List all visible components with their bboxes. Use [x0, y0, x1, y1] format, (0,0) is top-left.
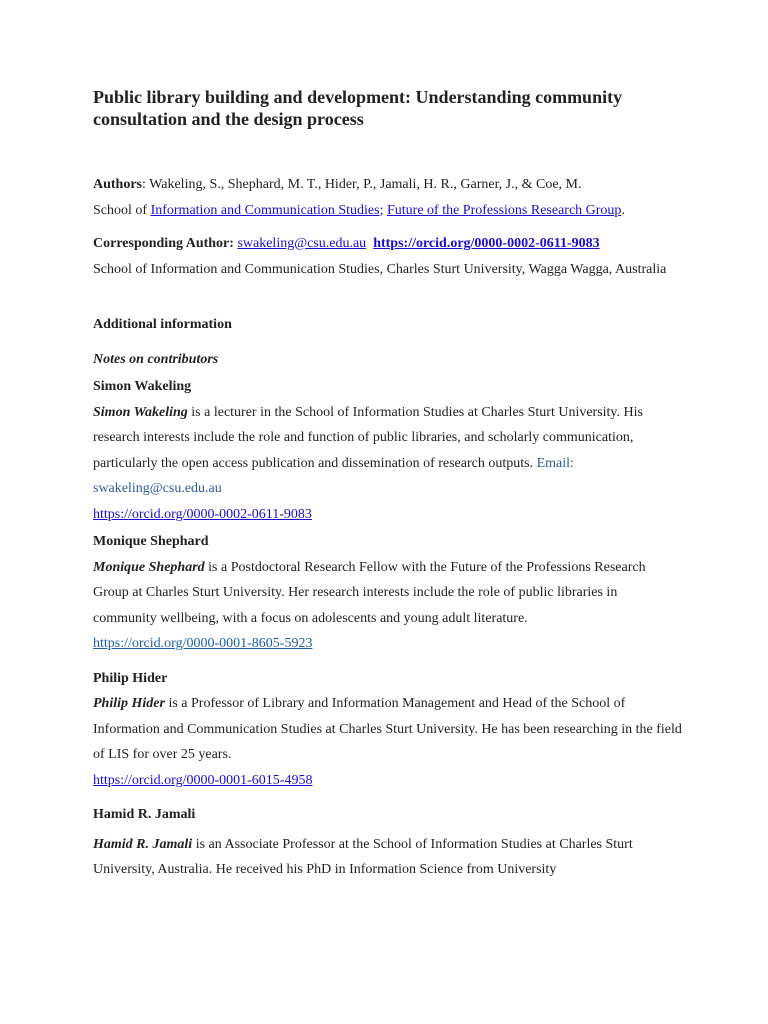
contributor-name: Monique Shephard — [93, 559, 205, 575]
corresponding-author-block — [93, 231, 683, 282]
contributor-name: Philip Hider — [93, 696, 165, 711]
contributor-name: Simon Wakeling — [93, 404, 188, 420]
school-prefix: School of — [93, 202, 151, 218]
corresponding-affiliation: School of Information and Communication Studies, Charles Sturt University, Wagga Wagga, Australia — [93, 261, 667, 277]
contributor-section — [93, 802, 683, 883]
contributor-bio-text: is a Professor of Library and Information Management and Head of the School of Information and Communication Studies at Charles Sturt University. He has been researching in the field of LIS for over 25 years. — [93, 696, 682, 762]
contributor-heading: Hamid R. Jamali — [93, 807, 196, 822]
contributor-orcid-link[interactable]: https://orcid.org/0000-0001-8605-5923 — [93, 636, 313, 651]
contributor-heading: Monique Shephard — [93, 534, 209, 549]
corresponding-email-link[interactable]: swakeling@csu.edu.au — [237, 236, 367, 251]
contributor-name: Hamid R. Jamali — [93, 836, 193, 852]
corresponding-label: Corresponding Author: — [93, 236, 234, 251]
contributor-bio — [93, 832, 683, 883]
contributor-bio-text: is an Associate Professor at the School of Information Studies at Charles Sturt University, Australia. He received his PhD in Information Science from University — [93, 836, 633, 877]
contributor-section — [93, 374, 683, 527]
contributor-bio — [93, 555, 683, 632]
school-link-ics[interactable]: Information and Communication Studies; — [150, 202, 384, 218]
contributor-bio-text: is a lecturer in the School of Information Studies at Charles Sturt University. His research interests include the role and function of public libraries, and scholarly communication, particularly the open access publication and dissemination of research outputs. — [93, 404, 643, 471]
authors-names: : Wakeling, S., Shephard, M. T., Hider, P., Jamali, H. R., Garner, J., & Coe, M. — [142, 177, 582, 192]
contributor-bio-text: is a Postdoctoral Research Fellow with the Future of the Professions Research Group at Charles Sturt University. Her research interests include the role of public libraries in community wellbeing, with a focus on adolescents and young adult literature. — [93, 559, 646, 626]
authors-label: Authors — [93, 177, 143, 192]
authors-block — [93, 172, 683, 223]
notes-heading: Notes on contributors — [93, 351, 219, 367]
contributor-orcid-link[interactable]: https://orcid.org/0000-0001-6015-4958 — [93, 772, 313, 788]
contributor-heading: Philip Hider — [93, 670, 168, 686]
document-title: Public library building and development: Understanding community consultation and the design process — [93, 87, 623, 129]
contributor-orcid-link[interactable]: https://orcid.org/0000-0002-0611-9083 — [93, 506, 312, 522]
contributor-bio — [93, 691, 683, 768]
authors-suffix: . — [621, 202, 625, 218]
contributor-bio — [93, 400, 683, 502]
school-link-fpr[interactable]: Future of the Professions Research Group — [386, 202, 622, 218]
additional-info-heading: Additional information — [93, 317, 232, 332]
contributor-heading: Simon Wakeling — [93, 379, 192, 394]
contributor-email: Email: swakeling@csu.edu.au — [93, 455, 574, 496]
contributor-section — [93, 666, 683, 794]
contributor-section — [93, 529, 683, 657]
corresponding-orcid-link[interactable]: https://orcid.org/0000-0002-0611-9083 — [373, 236, 600, 251]
